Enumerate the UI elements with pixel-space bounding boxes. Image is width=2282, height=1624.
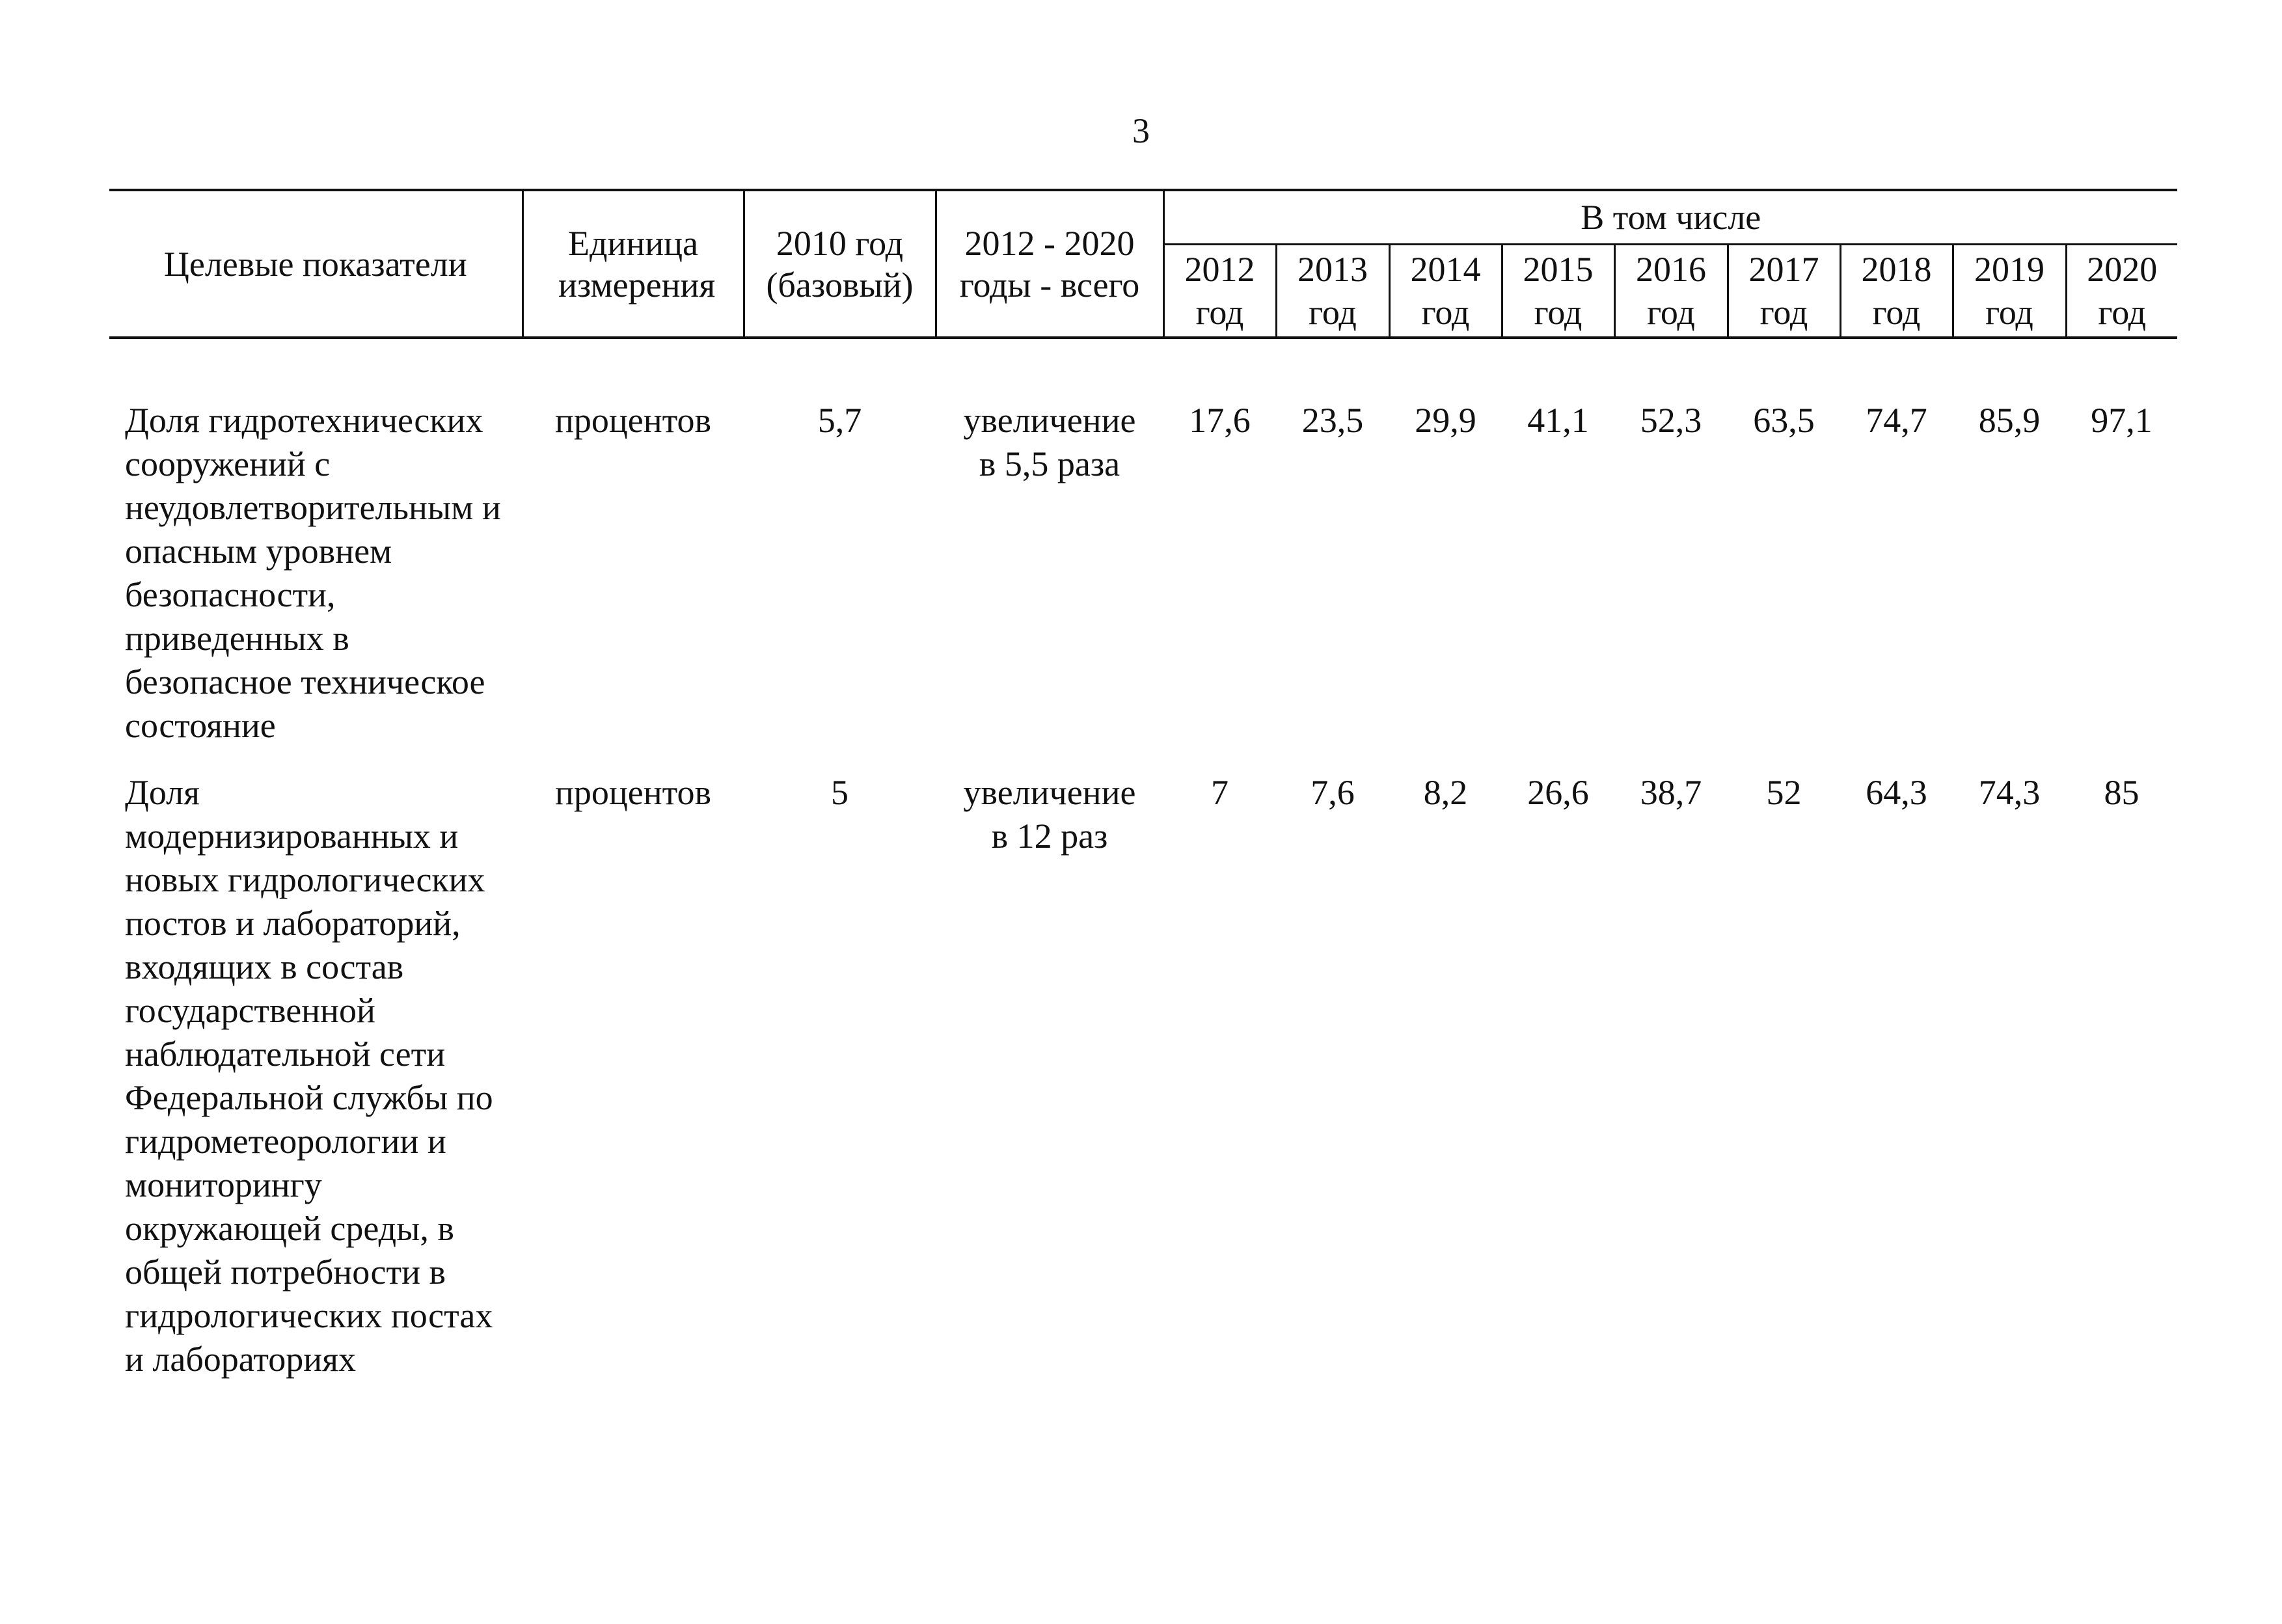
row-value-2012: 7 — [1211, 773, 1229, 812]
year-label: 2018 — [1861, 250, 1932, 289]
year-suffix: год — [1985, 293, 2033, 332]
year-suffix: год — [1872, 293, 1921, 332]
header-base-year-text: 2010 год (базовый) — [766, 223, 914, 304]
header-unit — [523, 190, 744, 338]
row-value-2017: 63,5 — [1753, 401, 1815, 440]
row-total — [936, 338, 1163, 748]
year-suffix: год — [1309, 293, 1357, 332]
year-suffix: год — [1647, 293, 1695, 332]
row-value-2014: 8,2 — [1423, 773, 1468, 812]
page-number: 3 — [1132, 111, 1150, 150]
row-indicator-text: Доля гидротехнических сооружений с неудовлетворительным и опасным уровнем безопасности, приведенных в безопасное техническое состояние — [125, 401, 501, 745]
year-label: 2019 — [1974, 250, 2044, 289]
header-year-2014 — [1389, 245, 1502, 338]
indicators-table — [109, 189, 2177, 1381]
header-year-2019 — [1953, 245, 2066, 338]
header-year-2016 — [1614, 245, 1728, 338]
row-indicator — [109, 748, 523, 1381]
table-row — [109, 338, 2177, 748]
row-value-2018: 74,7 — [1866, 401, 1927, 440]
table-row — [109, 748, 2177, 1381]
header-year-2018 — [1840, 245, 1953, 338]
year-label: 2017 — [1748, 250, 1819, 289]
year-label: 2013 — [1297, 250, 1368, 289]
header-year-2015 — [1502, 245, 1614, 338]
year-label: 2015 — [1523, 250, 1594, 289]
row-unit: процентов — [554, 401, 712, 440]
row-value-2019: 85,9 — [1978, 401, 2041, 440]
year-label: 2012 — [1184, 250, 1255, 289]
row-value-2015: 26,6 — [1527, 773, 1589, 812]
header-year-2012 — [1163, 245, 1276, 338]
header-year-2020 — [2066, 245, 2177, 338]
header-total — [936, 190, 1163, 338]
header-year-2017 — [1728, 245, 1840, 338]
year-suffix: год — [1421, 293, 1470, 332]
indicators-table-container — [109, 189, 2177, 1381]
row-base: 5 — [831, 773, 849, 812]
row-value-2016: 38,7 — [1640, 773, 1702, 812]
row-value-2015: 41,1 — [1527, 401, 1589, 440]
header-year-2013 — [1276, 245, 1389, 338]
row-total-text: увеличение в 5,5 раза — [963, 401, 1136, 483]
row-value-2016: 52,3 — [1640, 401, 1702, 440]
year-suffix: год — [2098, 293, 2147, 332]
row-value-2020: 97,1 — [2091, 401, 2153, 440]
row-value-2012: 17,6 — [1189, 401, 1251, 440]
row-base: 5,7 — [817, 401, 862, 440]
row-value-2013: 7,6 — [1311, 773, 1355, 812]
header-total-text: 2012 - 2020 годы - всего — [959, 223, 1140, 304]
year-label: 2020 — [2087, 250, 2158, 289]
header-including: В том числе — [1163, 190, 2177, 245]
row-value-2019: 74,3 — [1978, 773, 2041, 812]
row-value-2017: 52 — [1766, 773, 1802, 812]
row-value-2013: 23,5 — [1301, 401, 1364, 440]
header-unit-text: Единица измерения — [558, 223, 716, 304]
year-label: 2016 — [1636, 250, 1706, 289]
row-total — [936, 748, 1163, 1381]
row-indicator — [109, 338, 523, 748]
row-unit: процентов — [554, 773, 712, 812]
row-value-2014: 29,9 — [1415, 401, 1476, 440]
row-indicator-text: Доля модернизированных и новых гидрологических постов и лабораторий, входящих в состав государственной наблюдательной сети Федеральной службы по гидрометеорологии и мониторингу окружающей среды, в общей потребности в гидрологических постах и лабораториях — [125, 773, 493, 1379]
year-suffix: год — [1759, 293, 1808, 332]
header-indicator: Целевые показатели — [109, 190, 523, 338]
row-value-2020: 85 — [2104, 773, 2139, 812]
year-label: 2014 — [1410, 250, 1481, 289]
row-value-2018: 64,3 — [1866, 773, 1927, 812]
row-total-text: увеличение в 12 раз — [963, 773, 1136, 856]
year-suffix: год — [1195, 293, 1244, 332]
header-base-year — [744, 190, 936, 338]
year-suffix: год — [1534, 293, 1582, 332]
